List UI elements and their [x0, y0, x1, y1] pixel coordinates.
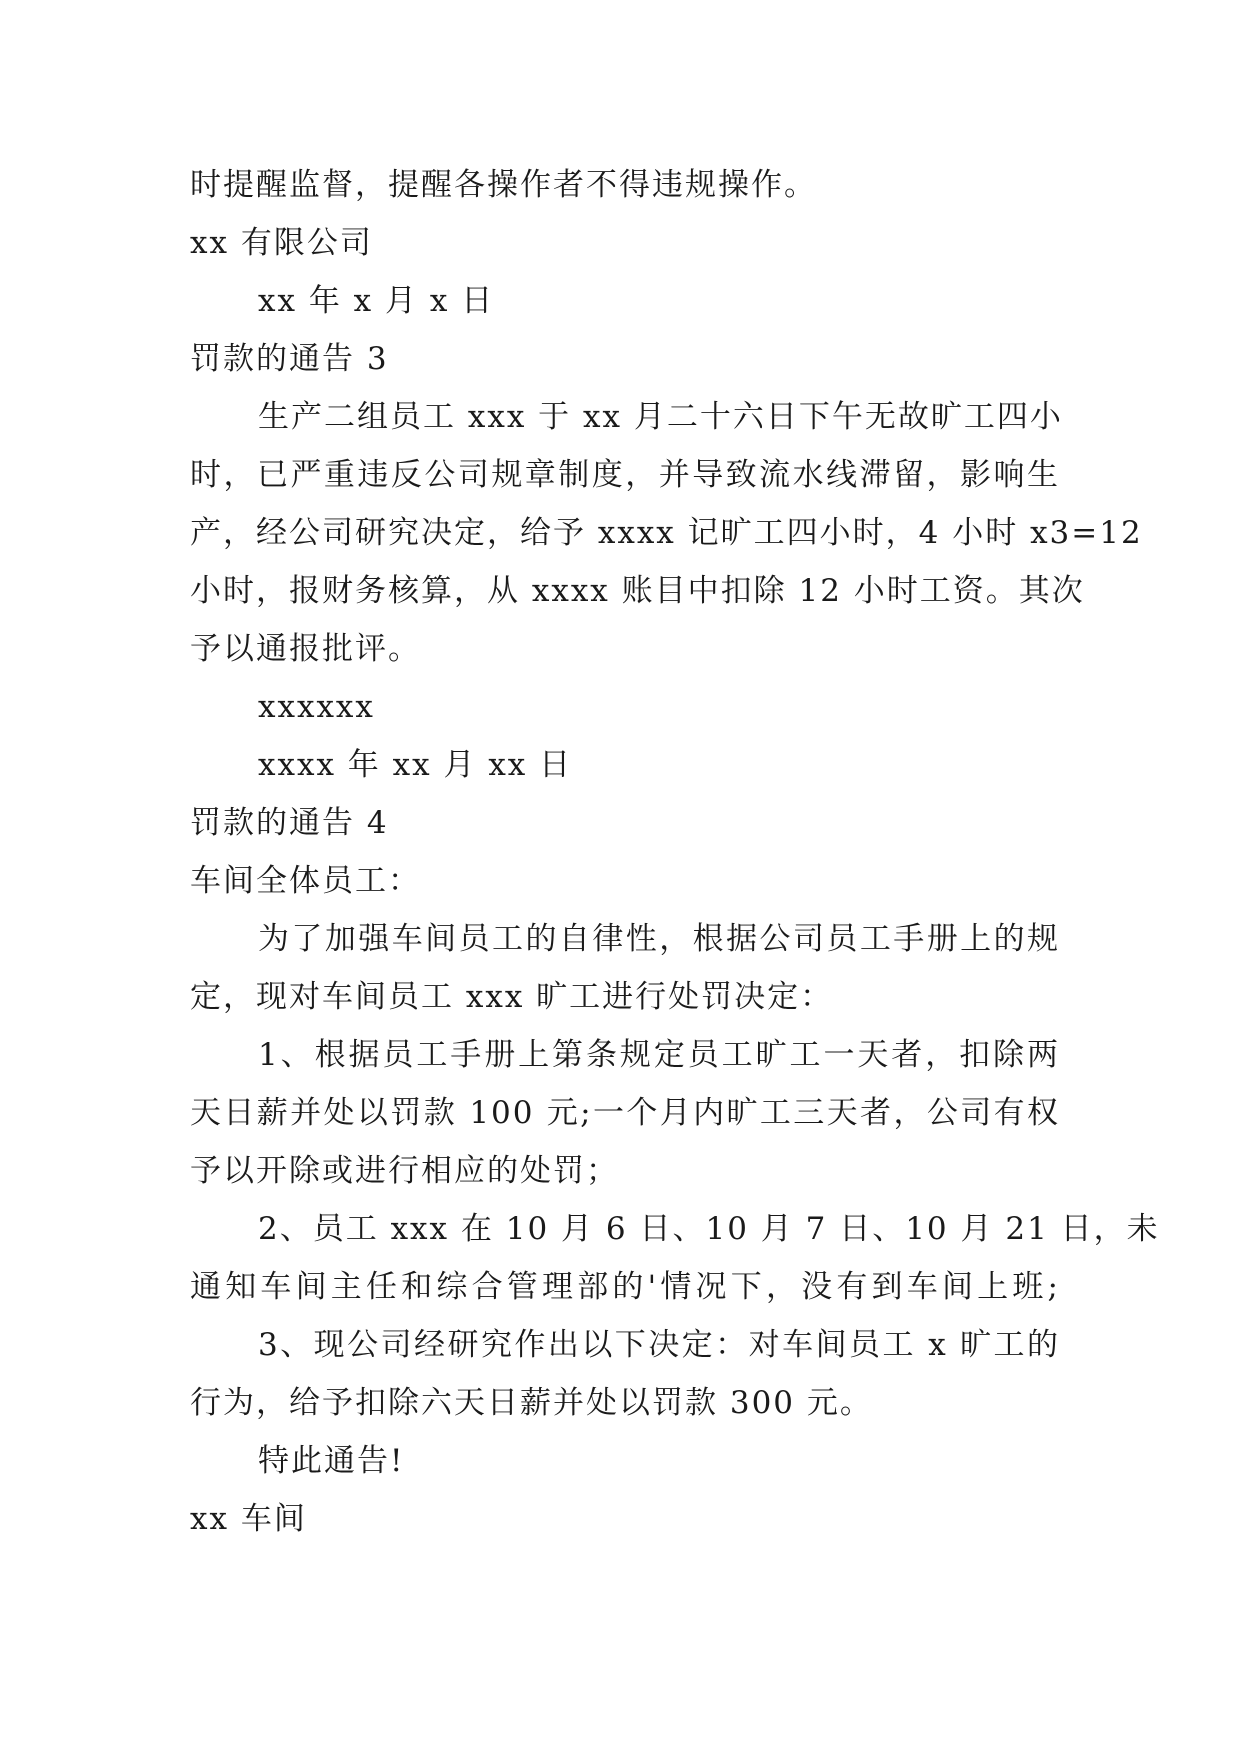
workshop-signature: xx 车间 [190, 1501, 307, 1537]
text-line: 为了加强车间员工的自律性，根据公司员工手册上的规 [258, 921, 1060, 957]
company-signature: xx 有限公司 [190, 225, 373, 261]
notice-title: 罚款的通告 4 [190, 805, 389, 841]
signer: xxxxxx [258, 689, 375, 725]
text-line: 2、员工 xxx 在 10 月 6 日、10 月 7 日、10 月 21 日，未 [258, 1211, 1160, 1247]
closing-line: 特此通告! [258, 1443, 405, 1479]
text-line: 予以通报批评。 [190, 631, 421, 667]
salutation: 车间全体员工： [190, 863, 421, 899]
text-line: 通知车间主任和综合管理部的'情况下，没有到车间上班; [190, 1269, 1060, 1305]
text-line: 予以开除或进行相应的处罚； [190, 1153, 619, 1189]
text-line: 时，已严重违反公司规章制度，并导致流水线滞留，影响生 [190, 457, 1060, 493]
text-line: 小时，报财务核算，从 xxxx 账目中扣除 12 小时工资。其次 [190, 573, 1085, 609]
text-line: 1、根据员工手册上第条规定员工旷工一天者，扣除两 [258, 1037, 1060, 1073]
signature-date: xx 年 x 月 x 日 [258, 283, 495, 319]
notice-title: 罚款的通告 3 [190, 341, 389, 377]
text-line: 定，现对车间员工 xxx 旷工进行处罚决定： [190, 979, 834, 1015]
signature-date: xxxx 年 xx 月 xx 日 [258, 747, 573, 783]
text-line: 3、现公司经研究作出以下决定：对车间员工 x 旷工的 [258, 1327, 1060, 1363]
text-line: 生产二组员工 xxx 于 xx 月二十六日下午无故旷工四小 [258, 399, 1063, 435]
text-line: 产，经公司研究决定，给予 xxxx 记旷工四小时，4 小时 x3=12 [190, 515, 1143, 551]
text-line: 时提醒监督，提醒各操作者不得违规操作。 [190, 167, 817, 203]
text-line: 行为，给予扣除六天日薪并处以罚款 300 元。 [190, 1385, 873, 1421]
text-line: 天日薪并处以罚款 100 元;一个月内旷工三天者，公司有权 [190, 1095, 1060, 1131]
